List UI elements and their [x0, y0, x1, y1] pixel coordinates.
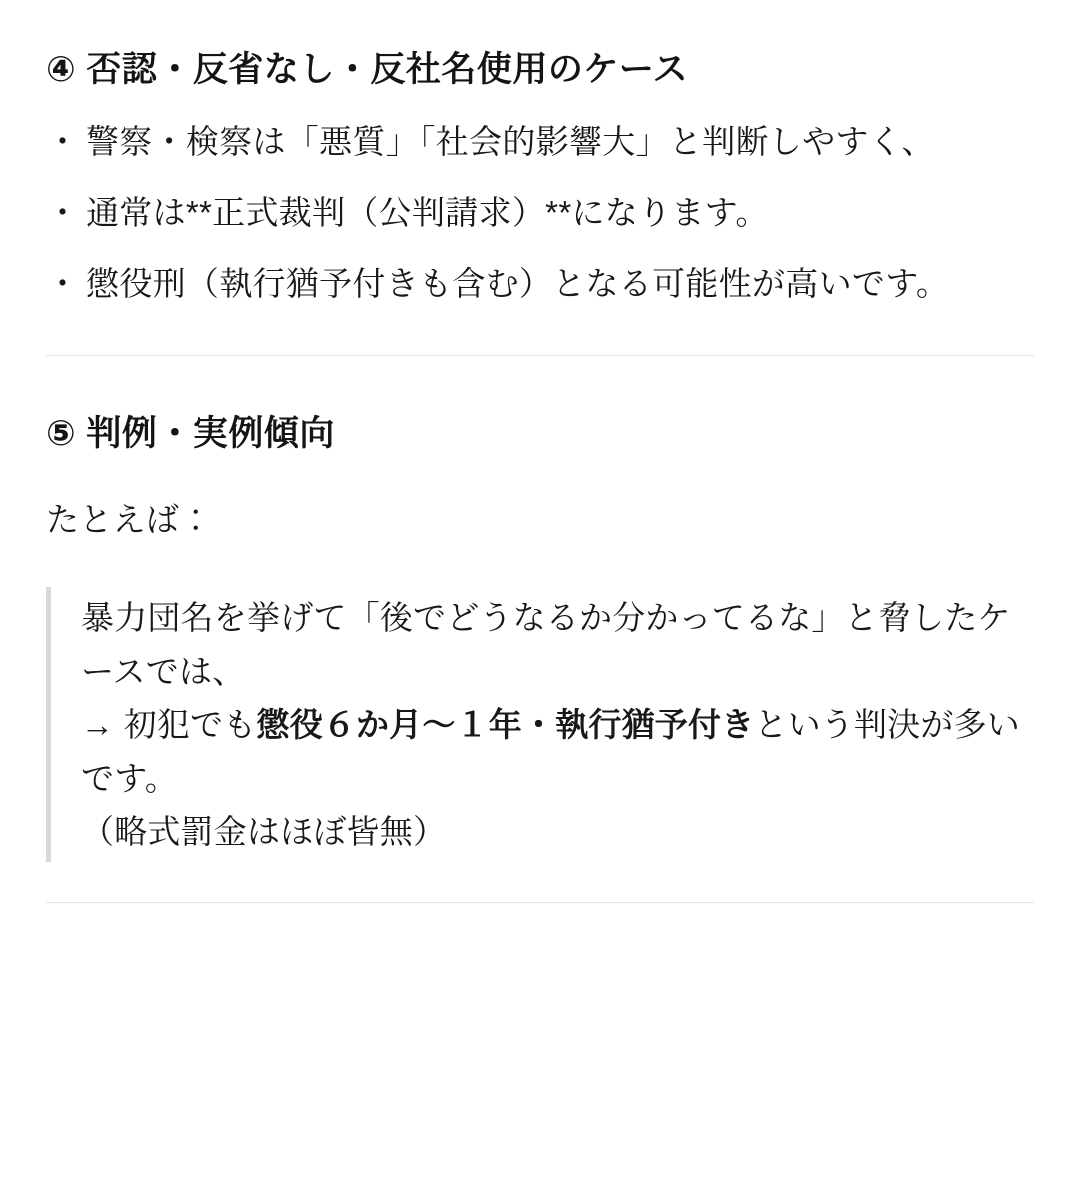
example-quote-block [46, 587, 1034, 862]
bullet-list-4 [46, 115, 1034, 311]
section-precedent-trends [46, 408, 1034, 863]
section-divider [46, 355, 1034, 356]
bottom-divider [46, 902, 1034, 903]
list-item: ・ 警察・検察は「悪質」「社会的影響大」と判断しやすく、 [46, 115, 1034, 168]
quote-line-2-suffix: という判決が多いです。 [81, 706, 1020, 797]
quote-line-2 [81, 698, 1034, 805]
section-heading-4: ④ 否認・反省なし・反社名使用のケース [46, 50, 689, 89]
section-denial-case [46, 44, 1034, 311]
quote-line-1: 暴力団名を挙げて「後でどうなるか分かってるな」と脅したケースでは、 [81, 599, 1011, 690]
quote-line-3: （略式罰金はほぼ皆無） [81, 812, 447, 850]
list-item: ・ 懲役刑（執行猶予付きも含む）となる可能性が高いです。 [46, 257, 1034, 310]
quote-line-2-prefix: → 初犯でも [81, 706, 257, 744]
section-heading-5: ⑤ 判例・実例傾向 [46, 413, 335, 453]
lead-text: たとえば： [46, 501, 213, 539]
list-item: ・ 通常は**正式裁判（公判請求）**になります。 [46, 186, 1034, 239]
quote-line-2-emphasis: 懲役６か月〜１年・執行猶予付き [256, 706, 755, 744]
